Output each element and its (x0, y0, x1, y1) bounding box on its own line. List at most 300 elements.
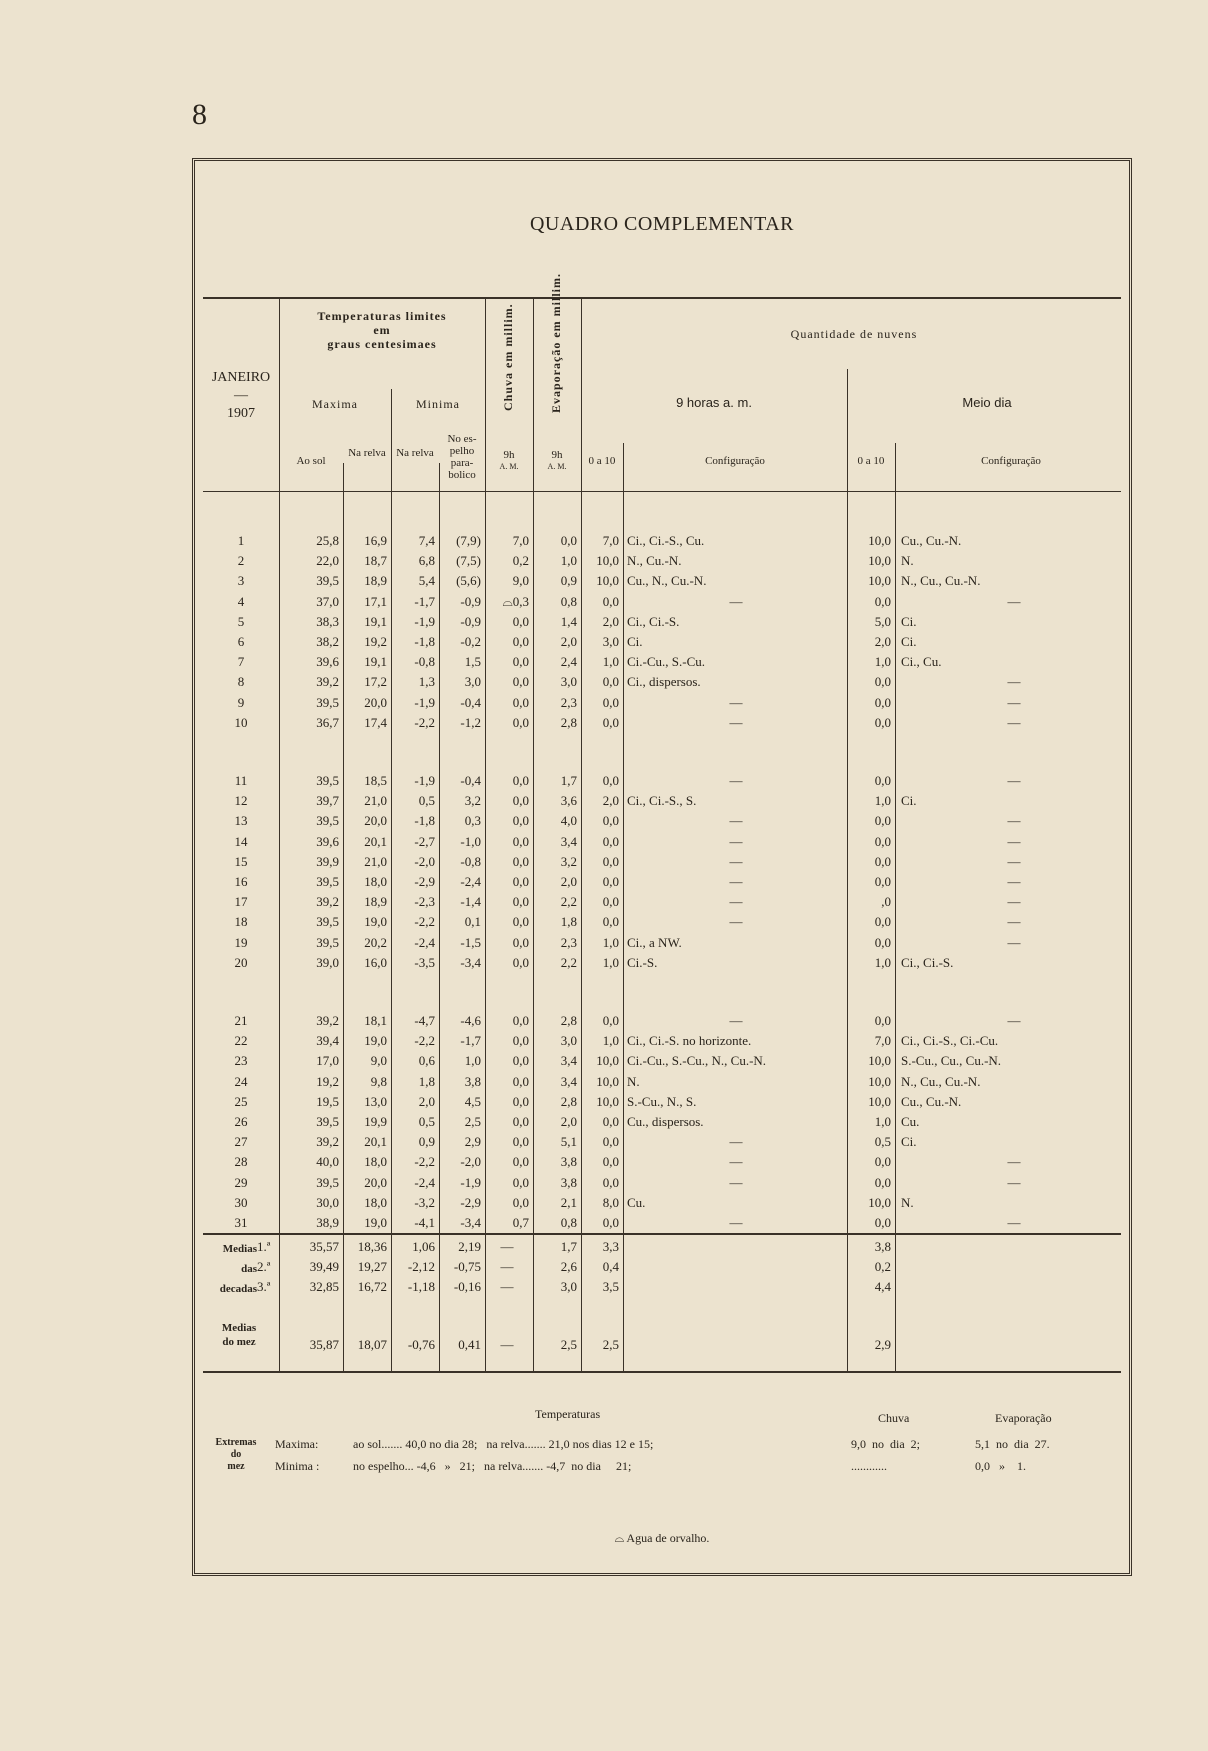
table-cell: 3,4 (560, 1053, 577, 1069)
table-cell: — (1007, 593, 1021, 609)
table-row (195, 654, 1135, 674)
table-cell: 0,0 (874, 714, 891, 730)
na-relva-min-header: Na relva (396, 447, 434, 459)
table-cell: 21 (234, 1013, 248, 1028)
table-cell: 0,0 (602, 1114, 619, 1129)
table-cell: -1,2 (460, 714, 481, 730)
table-cell: 9,0 (370, 1053, 387, 1069)
table-row (195, 955, 1135, 975)
extremas-line: mez (227, 1461, 245, 1472)
table-row (195, 1154, 1135, 1174)
table-cell: 0,0 (512, 793, 529, 809)
espelho-line: para- (450, 457, 474, 469)
ao-sol-header: Ao sol (296, 455, 326, 467)
table-cell: 0,0 (874, 1174, 891, 1190)
table-cell: Ci. (627, 634, 643, 649)
table-cell: -4,1 (414, 1215, 435, 1230)
extremas-line: do (230, 1449, 242, 1460)
table-cell: 0,0 (512, 1093, 529, 1109)
medias-decadas-line: decadas (219, 1283, 257, 1295)
table-cell: 39,5 (316, 1174, 339, 1190)
table-cell: — (1007, 1215, 1021, 1230)
table-cell: 39,2 (316, 1013, 339, 1028)
table-cell: — (1007, 1174, 1021, 1190)
table-cell: Ci., Ci.-S., Ci.-Cu. (901, 1033, 999, 1049)
table-cell: 39,2 (316, 674, 339, 690)
table-cell: -4,7 (414, 1013, 435, 1028)
table-frame (192, 158, 1132, 1576)
table-cell: 0,0 (602, 833, 619, 849)
table-cell: 0,0 (512, 1194, 529, 1210)
table-cell: 20,1 (364, 833, 387, 849)
medias-cell: 39,49 (309, 1259, 339, 1274)
espelho-line: pelho (449, 445, 475, 457)
table-cell: Ci., Ci.-S. (901, 954, 954, 970)
year-label: 1907 (227, 406, 255, 421)
table-cell: — (1007, 1013, 1021, 1028)
configuracao-header-1: Configuração (705, 455, 765, 467)
table-cell: -1,5 (460, 934, 481, 950)
table-cell: Ci.-Cu., S.-Cu., N., Cu.-N. (627, 1053, 767, 1069)
table-cell: 19,9 (364, 1114, 387, 1129)
table-cell: -1,9 (414, 694, 435, 710)
table-cell: 10,0 (868, 1093, 891, 1109)
table-cell: 1,5 (464, 654, 481, 670)
table-cell: 2,8 (560, 1093, 577, 1109)
table-cell: 2,2 (560, 894, 577, 910)
table-cell: 0,0 (512, 714, 529, 730)
table-cell: 0,0 (512, 1134, 529, 1150)
rule-header-bottom (203, 491, 1121, 492)
table-row (195, 1013, 1135, 1033)
table-cell: Ci. (901, 1134, 917, 1150)
table-cell: 18 (234, 914, 248, 930)
table-cell: 13 (234, 813, 248, 829)
table-cell: 18,1 (364, 1013, 387, 1028)
table-cell: 20,1 (364, 1134, 387, 1150)
medias-cell: 32,85 (309, 1279, 339, 1294)
table-cell: 10,0 (868, 1073, 891, 1089)
table-cell: 0,9 (418, 1134, 435, 1150)
chuva-9h-header (485, 449, 533, 473)
table-cell: 0,5 (418, 793, 435, 809)
medias-mez-cell: 0,41 (458, 1337, 481, 1352)
extremas-evap-min: 0,0 » 1. (975, 1459, 1026, 1473)
extremas-maxima-label: Maxima: (275, 1437, 319, 1451)
table-cell: 10,0 (596, 573, 619, 589)
table-cell: -2,4 (460, 874, 481, 889)
table-cell: 10,0 (868, 1053, 891, 1069)
table-cell: 2 (237, 553, 245, 569)
table-cell: 39,2 (316, 894, 339, 910)
table-cell: Ci., Ci.-S. no horizonte. (627, 1033, 752, 1049)
table-cell: 10 (234, 714, 248, 730)
table-cell: — (729, 894, 743, 910)
table-cell: ⌓0,3 (502, 593, 529, 609)
table-cell: 1,0 (560, 553, 577, 569)
table-cell: -2,3 (414, 894, 435, 910)
table-cell: 7,0 (512, 533, 529, 548)
table-cell: (5,6) (456, 573, 481, 589)
table-cell: Ci. (901, 613, 917, 629)
table-cell: 19,1 (364, 654, 387, 670)
table-cell: — (729, 874, 743, 889)
table-cell: 3,0 (464, 674, 481, 690)
table-row (195, 894, 1135, 914)
extremas-maxima-text: ao sol....... 40,0 no dia 28; na relva....... 21,0 nos dias 12 e 15; (353, 1437, 654, 1451)
medias-mez-cell: — (500, 1337, 514, 1352)
table-cell: 18,9 (364, 573, 387, 589)
table-cell: 18,7 (364, 553, 387, 569)
table-cell: 26 (234, 1114, 248, 1129)
table-cell: 10,0 (596, 1093, 619, 1109)
espelho-header (439, 433, 485, 481)
table-cell: -1,8 (414, 634, 435, 649)
table-cell: 0,0 (874, 853, 891, 869)
table-cell: 15 (234, 853, 248, 869)
table-cell: 19,0 (364, 1215, 387, 1230)
table-cell: — (729, 714, 743, 730)
medias-cell: -2,12 (407, 1259, 435, 1274)
table-cell: 0,0 (602, 593, 619, 609)
temp-group-header (279, 309, 485, 351)
table-row (195, 813, 1135, 833)
table-cell: 2,0 (560, 1114, 577, 1129)
table-cell: 2,9 (464, 1134, 481, 1150)
configuracao-header-2: Configuração (981, 455, 1041, 467)
table-cell: — (1007, 914, 1021, 930)
table-cell: -3,4 (460, 954, 481, 970)
table-cell: 0,8 (560, 593, 577, 609)
table-cell: 19 (234, 934, 248, 950)
table-cell: 0,0 (512, 833, 529, 849)
medias-cell: — (500, 1259, 514, 1274)
table-cell: Ci.-S. (627, 954, 658, 970)
table-row (195, 695, 1135, 715)
extremas-minima-text: no espelho... -4,6 » 21; na relva....... -4,7 no dia 21; (353, 1459, 632, 1473)
table-row (195, 793, 1135, 813)
table-cell: -4,6 (460, 1013, 481, 1028)
table-cell: — (1007, 674, 1021, 690)
table-cell: 37,0 (316, 593, 339, 609)
table-row (195, 594, 1135, 614)
table-cell: Ci., Ci.-S., S. (627, 793, 697, 809)
table-cell: Cu., Cu.-N. (901, 533, 962, 548)
table-cell: 17,4 (364, 714, 387, 730)
table-cell: 0,0 (512, 874, 529, 889)
table-cell: -2,9 (414, 874, 435, 889)
extremas-chuva-min: ............ (851, 1459, 887, 1473)
rule-top (203, 297, 1121, 299)
table-cell: 0,0 (512, 634, 529, 649)
temp-group-line: em (373, 323, 391, 337)
month-dash: — (234, 388, 248, 403)
table-cell: 31 (234, 1215, 248, 1230)
table-cell: — (729, 833, 743, 849)
table-cell: 0,0 (512, 914, 529, 930)
table-cell: 0,0 (512, 694, 529, 710)
table-cell: Cu., Cu.-N. (901, 1093, 962, 1109)
table-cell: -2,2 (414, 714, 435, 730)
table-cell: — (729, 1174, 743, 1190)
table-cell: — (1007, 694, 1021, 710)
table-cell: 0,0 (874, 1013, 891, 1028)
table-cell: — (729, 813, 743, 829)
table-cell: 0,5 (418, 1114, 435, 1129)
rule-extremas (203, 1371, 1121, 1373)
table-cell: N., Cu., Cu.-N. (901, 573, 981, 589)
medias-mez-cell: 35,87 (309, 1337, 339, 1352)
medias-cell: -0,16 (453, 1279, 481, 1294)
table-cell: S.-Cu., N., S. (627, 1093, 697, 1109)
table-row (195, 553, 1135, 573)
table-cell: 16 (234, 874, 248, 889)
table-cell: 2,0 (560, 634, 577, 649)
table-cell: -2,2 (414, 1154, 435, 1170)
table-cell: 18,9 (364, 894, 387, 910)
table-cell: 21,0 (364, 853, 387, 869)
table-cell: -2,0 (414, 853, 435, 869)
medias-mez-line: Medias (221, 1322, 257, 1334)
table-cell: 17,0 (316, 1053, 339, 1069)
table-cell: 0,0 (874, 813, 891, 829)
table-cell: 0,0 (512, 954, 529, 970)
evaporacao-header: Evaporação em millim. (549, 273, 563, 413)
temp-group-line: Temperaturas limites (317, 309, 447, 323)
table-cell: — (1007, 833, 1021, 849)
medias-cell: 1,06 (412, 1239, 435, 1254)
am-label: A. M. (499, 462, 519, 471)
table-cell: 39,5 (316, 934, 339, 950)
table-cell: — (1007, 894, 1021, 910)
medias-cell: 19,27 (357, 1259, 387, 1274)
table-cell: 3 (237, 573, 245, 589)
table-cell: 0,0 (602, 1174, 619, 1190)
table-cell: 0,0 (602, 813, 619, 829)
table-cell: 2,0 (602, 613, 619, 629)
table-cell: 2,0 (874, 634, 891, 649)
table-cell: 9 (237, 694, 245, 710)
table-cell: 38,3 (316, 613, 339, 629)
nove-horas-header: 9 horas a. m. (676, 395, 752, 410)
table-row (195, 935, 1135, 955)
medias-cell: 2,6 (560, 1259, 577, 1274)
nuvens-header: Quantidade de nuvens (790, 327, 918, 341)
table-cell: 0,0 (602, 714, 619, 730)
table-cell: 14 (234, 833, 248, 849)
table-cell: Cu., dispersos. (627, 1114, 704, 1129)
medias-cell: 4,4 (874, 1279, 891, 1294)
table-cell: 1,4 (560, 613, 577, 629)
table-cell: 0,0 (602, 874, 619, 889)
table-cell: 0,9 (560, 573, 577, 589)
table-cell: 0,0 (602, 853, 619, 869)
table-cell: 0,0 (602, 914, 619, 930)
table-cell: 7 (237, 654, 245, 670)
table-cell: -0,8 (414, 654, 435, 670)
medias-mez-cell: -0,76 (407, 1337, 435, 1352)
table-cell: 4,0 (560, 813, 577, 829)
medias-cell: -1,18 (407, 1279, 435, 1294)
temp-group-line: graus centesimaes (327, 337, 437, 351)
table-cell: — (729, 853, 743, 869)
extremas-minima-label: Minima : (275, 1459, 320, 1473)
table-cell: 9,8 (370, 1073, 387, 1089)
table-cell: 39,5 (316, 694, 339, 710)
hora-label: 9h (551, 449, 563, 461)
table-cell: Ci. (901, 793, 917, 809)
table-cell: 0,2 (512, 553, 529, 569)
table-cell: 10,0 (868, 573, 891, 589)
table-cell: 18,0 (364, 874, 387, 889)
na-relva-max-header: Na relva (348, 447, 386, 459)
table-cell: (7,9) (456, 533, 481, 548)
table-cell: — (1007, 1154, 1021, 1170)
table-cell: 0,0 (602, 674, 619, 690)
table-cell: — (729, 694, 743, 710)
table-cell: 1,8 (560, 914, 577, 930)
table-cell: 30 (234, 1194, 248, 1210)
table-cell: — (729, 593, 743, 609)
table-cell: 19,1 (364, 613, 387, 629)
table-cell: 0,0 (512, 813, 529, 829)
table-cell: N. (627, 1073, 640, 1089)
table-cell: 7,0 (874, 1033, 891, 1049)
table-row (195, 1134, 1135, 1154)
medias-decadas-line: Medias (222, 1243, 257, 1255)
maxima-header: Maxima (312, 397, 358, 411)
table-cell: 0,0 (874, 934, 891, 950)
table-cell: -2,9 (460, 1194, 481, 1210)
table-cell: 2,0 (560, 874, 577, 889)
table-row (195, 1033, 1135, 1053)
table-cell: 2,8 (560, 1013, 577, 1028)
page-number: 8 (192, 98, 207, 131)
table-cell: 2,8 (560, 714, 577, 730)
medias-cell: 1,7 (560, 1239, 577, 1254)
table-cell: 2,4 (560, 654, 577, 670)
table-cell: 3,8 (464, 1073, 481, 1089)
table-cell: 1,7 (560, 773, 577, 788)
table-cell: 3,0 (602, 634, 619, 649)
medias-cell: 2.ª (257, 1259, 271, 1274)
table-row (195, 715, 1135, 735)
table-cell: 19,5 (316, 1093, 339, 1109)
table-cell: 5,1 (560, 1134, 577, 1150)
table-cell: 9,0 (512, 573, 529, 589)
table-cell: 39,5 (316, 813, 339, 829)
table-row (195, 1215, 1135, 1235)
table-cell: 2,3 (560, 934, 577, 950)
medias-cell: 18,36 (357, 1239, 387, 1254)
table-cell: 1 (237, 533, 245, 548)
table-cell: 0,0 (512, 1013, 529, 1028)
table-cell: 36,7 (316, 714, 339, 730)
table-cell: -1,7 (460, 1033, 481, 1049)
table-cell: 10,0 (596, 1073, 619, 1089)
medias-row (195, 1239, 1135, 1259)
table-cell: — (729, 1215, 743, 1230)
table-cell: 3,4 (560, 833, 577, 849)
table-cell: 5,4 (418, 573, 435, 589)
table-cell: 1,0 (602, 1033, 619, 1049)
table-cell: 5 (237, 613, 245, 629)
table-row (195, 614, 1135, 634)
table-cell: 12 (234, 793, 248, 809)
table-cell: 39,5 (316, 573, 339, 589)
evap-9h-header (533, 449, 581, 473)
medias-decadas-line: das (241, 1263, 257, 1275)
table-cell: 0,0 (874, 773, 891, 788)
table-cell: 3,2 (560, 853, 577, 869)
table-row (195, 1175, 1135, 1195)
medias-cell: 3,3 (602, 1239, 619, 1254)
medias-cell: 3,8 (874, 1239, 891, 1254)
table-cell: 0,0 (512, 1174, 529, 1190)
table-row (195, 1094, 1135, 1114)
table-cell: 22,0 (316, 553, 339, 569)
table-cell: 0,6 (418, 1053, 435, 1069)
table-cell: -1,0 (460, 833, 481, 849)
table-cell: 0,0 (874, 833, 891, 849)
table-cell: 0,0 (602, 773, 619, 788)
table-cell: 28 (234, 1154, 248, 1170)
table-cell: 0,0 (560, 533, 577, 548)
medias-mez-row (195, 1337, 1135, 1357)
table-cell: Ci., Cu. (901, 654, 942, 670)
table-cell: 0,0 (512, 1053, 529, 1069)
table-cell: 0,0 (512, 613, 529, 629)
table-cell: 39,7 (316, 793, 339, 809)
medias-mez-cell: 2,5 (560, 1337, 577, 1352)
table-cell: 18,0 (364, 1154, 387, 1170)
medias-row (195, 1259, 1135, 1279)
table-cell: 1,8 (418, 1073, 435, 1089)
table-cell: 20,0 (364, 1174, 387, 1190)
table-cell: 2,5 (464, 1114, 481, 1129)
table-cell: 19,2 (316, 1073, 339, 1089)
medias-cell: — (500, 1239, 514, 1254)
table-cell: 20,2 (364, 934, 387, 950)
medias-cell: 3,5 (602, 1279, 619, 1294)
table-cell: 0,8 (560, 1215, 577, 1230)
medias-mez-cell: 18,07 (357, 1337, 387, 1352)
table-cell: 3,4 (560, 1073, 577, 1089)
table-row (195, 1053, 1135, 1073)
table-cell: — (1007, 714, 1021, 730)
month-label: JANEIRO (211, 370, 271, 385)
table-cell: 0,0 (874, 694, 891, 710)
table-cell: -2,7 (414, 833, 435, 849)
table-cell: 10,0 (596, 1053, 619, 1069)
table-cell: -2,2 (414, 914, 435, 930)
table-cell: 38,2 (316, 634, 339, 649)
table-cell: 2,3 (560, 694, 577, 710)
table-cell: 10,0 (868, 553, 891, 569)
table-cell: 39,5 (316, 1114, 339, 1129)
table-cell: 24 (234, 1073, 248, 1089)
table-cell: N. (901, 553, 914, 569)
table-cell: 16,9 (364, 533, 387, 548)
table-cell: — (1007, 874, 1021, 889)
table-cell: — (1007, 934, 1021, 950)
table-cell: 3,6 (560, 793, 577, 809)
table-cell: 2,1 (560, 1194, 577, 1210)
espelho-line: No es- (447, 433, 477, 445)
table-cell: 40,0 (316, 1154, 339, 1170)
table-cell: 0,5 (874, 1134, 891, 1150)
table-cell: 30,0 (316, 1194, 339, 1210)
